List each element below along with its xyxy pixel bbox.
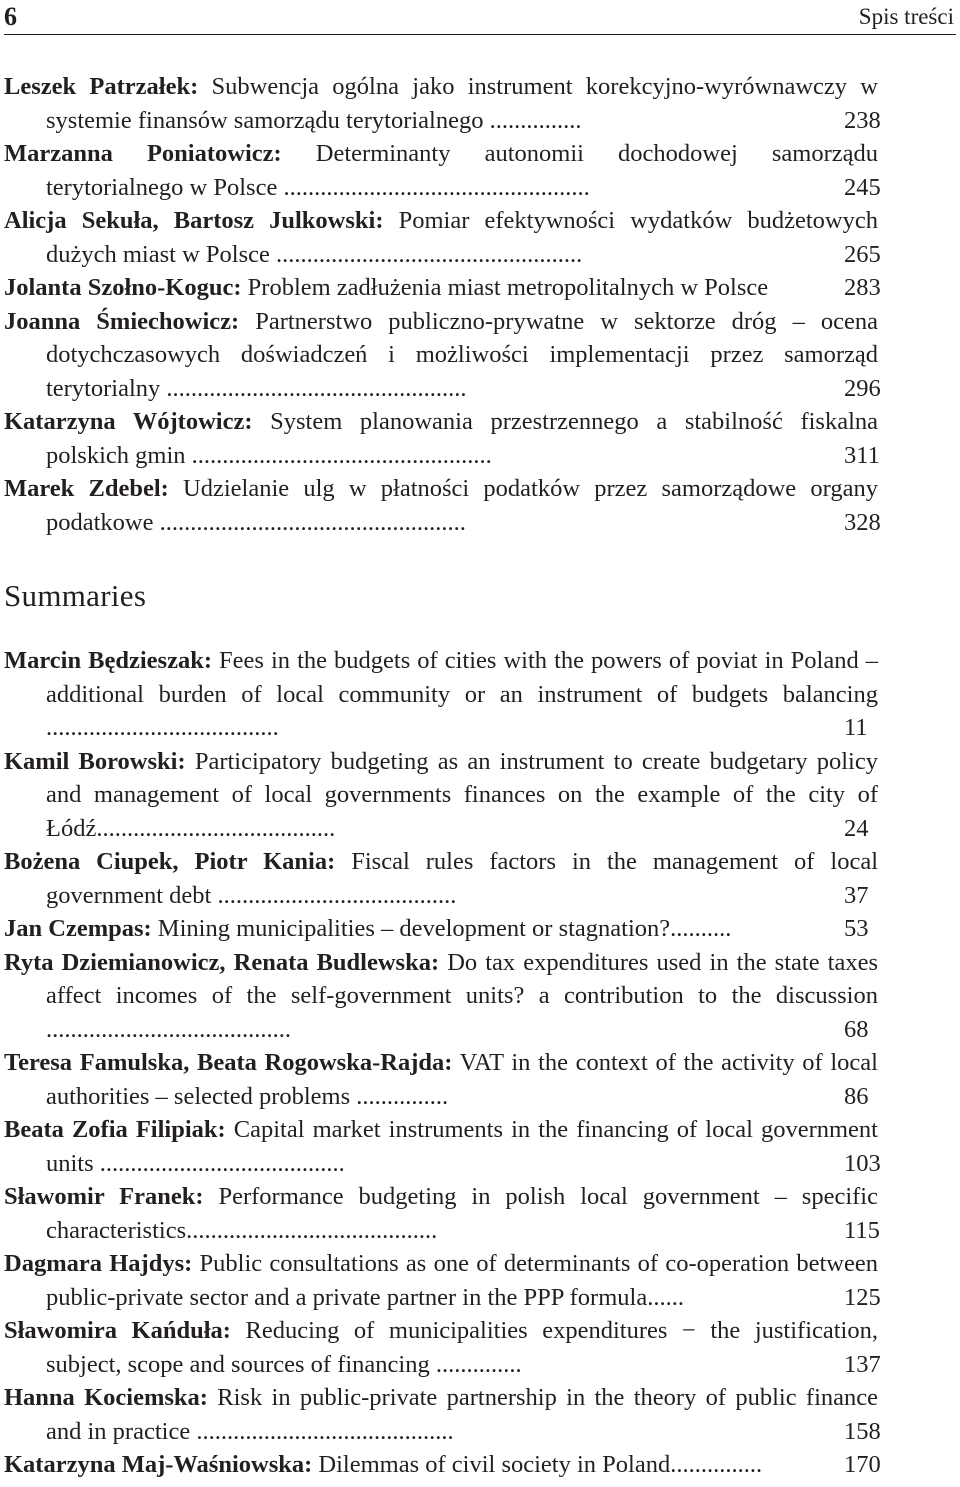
entry-page-number: 11 bbox=[844, 714, 868, 741]
toc-entry bbox=[4, 1448, 956, 1482]
entry-author: Bożena Ciupek, Piotr Kania: bbox=[4, 848, 336, 875]
entry-title: Problem zadłużenia miast metropolitalnych w Polsce bbox=[241, 274, 769, 301]
entry-title: VAT in the context of the activity of local authorities – selected problems bbox=[46, 1049, 878, 1110]
entry-title: Fiscal rules factors in the management of local government debt bbox=[46, 848, 878, 909]
entry-page-number: 86 bbox=[844, 1082, 869, 1110]
entry-page-number: 265 bbox=[844, 240, 881, 268]
entry-author: Dagmara Hajdys: bbox=[4, 1250, 193, 1277]
entry-title: Subwencja ogólna jako instrument korekcyjno-wyrównawczy w systemie finansów samorządu terytorialnego bbox=[46, 73, 878, 134]
entry-author: Ryta Dziemianowicz, Renata Budlewska: bbox=[4, 948, 440, 976]
entry-title: Dilemmas of civil society in Poland bbox=[312, 1451, 671, 1478]
toc-section-polish bbox=[4, 70, 956, 539]
entry-author: Beata Zofia Filipiak: bbox=[4, 1116, 226, 1143]
toc-entry bbox=[4, 912, 956, 946]
entry-leader-dots: .......................................... bbox=[190, 1417, 454, 1445]
toc-entry bbox=[4, 271, 956, 305]
toc-section-summaries bbox=[4, 644, 956, 1482]
entry-leader-dots: ................................................. bbox=[185, 441, 492, 469]
entry-leader-dots: ....................................... bbox=[211, 881, 457, 909]
entry-title: Public consultations as one of determinants of co-operation between public-private sector and a private partner in the PPP formula bbox=[46, 1250, 878, 1311]
page-number: 6 bbox=[4, 2, 17, 31]
entry-title: Udzielanie ulg w płatności podatków przez samorządowe organy podatkowe bbox=[46, 475, 878, 536]
toc-entry bbox=[4, 845, 956, 912]
entry-title: Do tax expenditures used in the state taxes affect incomes of the self-government units? a contribution to the discussion bbox=[46, 948, 879, 1009]
entry-title: Capital market instruments in the financing of local government units bbox=[46, 1116, 878, 1177]
entry-leader-dots: ........................................ bbox=[93, 1149, 345, 1177]
toc-entry bbox=[4, 745, 956, 846]
entry-page-number: 311 bbox=[844, 441, 880, 469]
entry-leader-dots: ............... bbox=[350, 1082, 449, 1110]
toc-entry bbox=[4, 137, 956, 204]
entry-page-number: 37 bbox=[844, 881, 869, 909]
entry-author: Jan Czempas: bbox=[4, 915, 152, 942]
toc-entry bbox=[4, 1247, 956, 1314]
entry-leader-dots: ............... bbox=[670, 1451, 763, 1478]
entry-author: Marek Zdebel: bbox=[4, 475, 169, 502]
toc-entry bbox=[4, 1046, 956, 1113]
entry-author: Sławomira Kańduła: bbox=[4, 1317, 231, 1344]
entry-leader-dots: ......................................... bbox=[186, 1216, 438, 1244]
entry-page-number: 158 bbox=[844, 1417, 881, 1445]
entry-author: Hanna Kociemska: bbox=[4, 1384, 208, 1411]
entry-author: Katarzyna Wójtowicz: bbox=[4, 408, 253, 435]
toc-entry bbox=[4, 405, 956, 472]
entry-leader-dots: ...................................... bbox=[46, 714, 279, 741]
entry-leader-dots: ............... bbox=[483, 106, 582, 134]
entry-leader-dots: ................................................. bbox=[160, 374, 467, 402]
entry-leader-dots: .................................................. bbox=[153, 508, 466, 536]
entry-author: Marcin Będzieszak: bbox=[4, 647, 212, 674]
entry-page-number: 170 bbox=[844, 1451, 881, 1478]
entry-title: Partnerstwo publiczno-prywatne w sektorze dróg – ocena dotychczasowych doświadczeń i możliwości implementacji przez samorząd terytorialny bbox=[46, 307, 879, 402]
toc-entry bbox=[4, 1381, 956, 1448]
entry-page-number: 137 bbox=[844, 1350, 881, 1378]
entry-leader-dots: .............. bbox=[429, 1350, 522, 1378]
entry-page-number: 115 bbox=[844, 1216, 880, 1244]
section-heading: Summaries bbox=[4, 578, 147, 613]
entry-title: Participatory budgeting as an instrument to create budgetary policy and management of local governments finances on the example of the city of Łódź bbox=[46, 747, 878, 842]
entry-page-number: 283 bbox=[844, 274, 881, 301]
entry-page-number: 103 bbox=[844, 1149, 881, 1177]
entry-author: Joanna Śmiechowicz: bbox=[4, 307, 240, 335]
entry-author: Katarzyna Maj-Waśniowska: bbox=[4, 1451, 313, 1478]
toc-entry bbox=[4, 204, 956, 271]
entry-page-number: 328 bbox=[844, 508, 881, 536]
header-rule bbox=[4, 34, 956, 35]
entry-title: Reducing of municipalities expenditures − the justification, subject, scope and sources of financing bbox=[46, 1317, 878, 1378]
toc-entry bbox=[4, 644, 956, 745]
entry-page-number: 125 bbox=[844, 1283, 881, 1311]
entry-page-number: 296 bbox=[844, 374, 881, 402]
toc-entry bbox=[4, 1180, 956, 1247]
entry-title: Pomiar efektywności wydatków budżetowych dużych miast w Polsce bbox=[46, 207, 878, 268]
toc-entry bbox=[4, 305, 956, 406]
entry-leader-dots: .................................................. bbox=[269, 240, 583, 268]
entry-leader-dots: ....................................... bbox=[96, 814, 336, 842]
entry-page-number: 238 bbox=[844, 106, 881, 134]
entry-author: Kamil Borowski: bbox=[4, 747, 186, 775]
entry-leader-dots: .......... bbox=[670, 915, 732, 942]
running-title: Spis treści bbox=[858, 4, 954, 29]
entry-author: Teresa Famulska, Beata Rogowska-Rajda: bbox=[4, 1049, 453, 1076]
entry-author: Marzanna Poniatowicz: bbox=[4, 140, 282, 167]
entry-page-number: 53 bbox=[844, 915, 869, 942]
entry-author: Alicja Sekuła, Bartosz Julkowski: bbox=[4, 207, 384, 234]
entry-title: Mining municipalities – development or stagnation? bbox=[151, 915, 671, 942]
entry-title: Fees in the budgets of cities with the powers of poviat in Poland – additional burden of local community or an instrument of budgets balancing bbox=[46, 647, 879, 708]
entry-author: Jolanta Szołno-Koguc: bbox=[4, 274, 242, 301]
page-header bbox=[4, 0, 956, 34]
entry-page-number: 68 bbox=[844, 1015, 869, 1043]
toc-entry bbox=[4, 472, 956, 539]
toc-entry bbox=[4, 946, 956, 1047]
entry-author: Sławomir Franek: bbox=[4, 1183, 204, 1210]
entry-leader-dots: ........................................ bbox=[46, 1015, 291, 1043]
entry-title: System planowania przestrzennego a stabilność fiskalna polskich gmin bbox=[46, 408, 878, 469]
entry-title: Determinanty autonomii dochodowej samorządu terytorialnego w Polsce bbox=[46, 140, 878, 201]
entry-leader-dots: .................................................. bbox=[277, 173, 590, 201]
entry-author: Leszek Patrzałek: bbox=[4, 73, 199, 100]
entry-page-number: 24 bbox=[844, 814, 869, 842]
toc-entry bbox=[4, 1314, 956, 1381]
entry-leader-dots: ...... bbox=[647, 1283, 684, 1311]
toc-entry bbox=[4, 70, 956, 137]
entry-page-number: 245 bbox=[844, 173, 881, 201]
entry-title: Risk in public-private partnership in the theory of public finance and in practice bbox=[46, 1384, 878, 1445]
entry-title: Performance budgeting in polish local government – specific characteristics bbox=[46, 1183, 878, 1244]
toc-entry bbox=[4, 1113, 956, 1180]
